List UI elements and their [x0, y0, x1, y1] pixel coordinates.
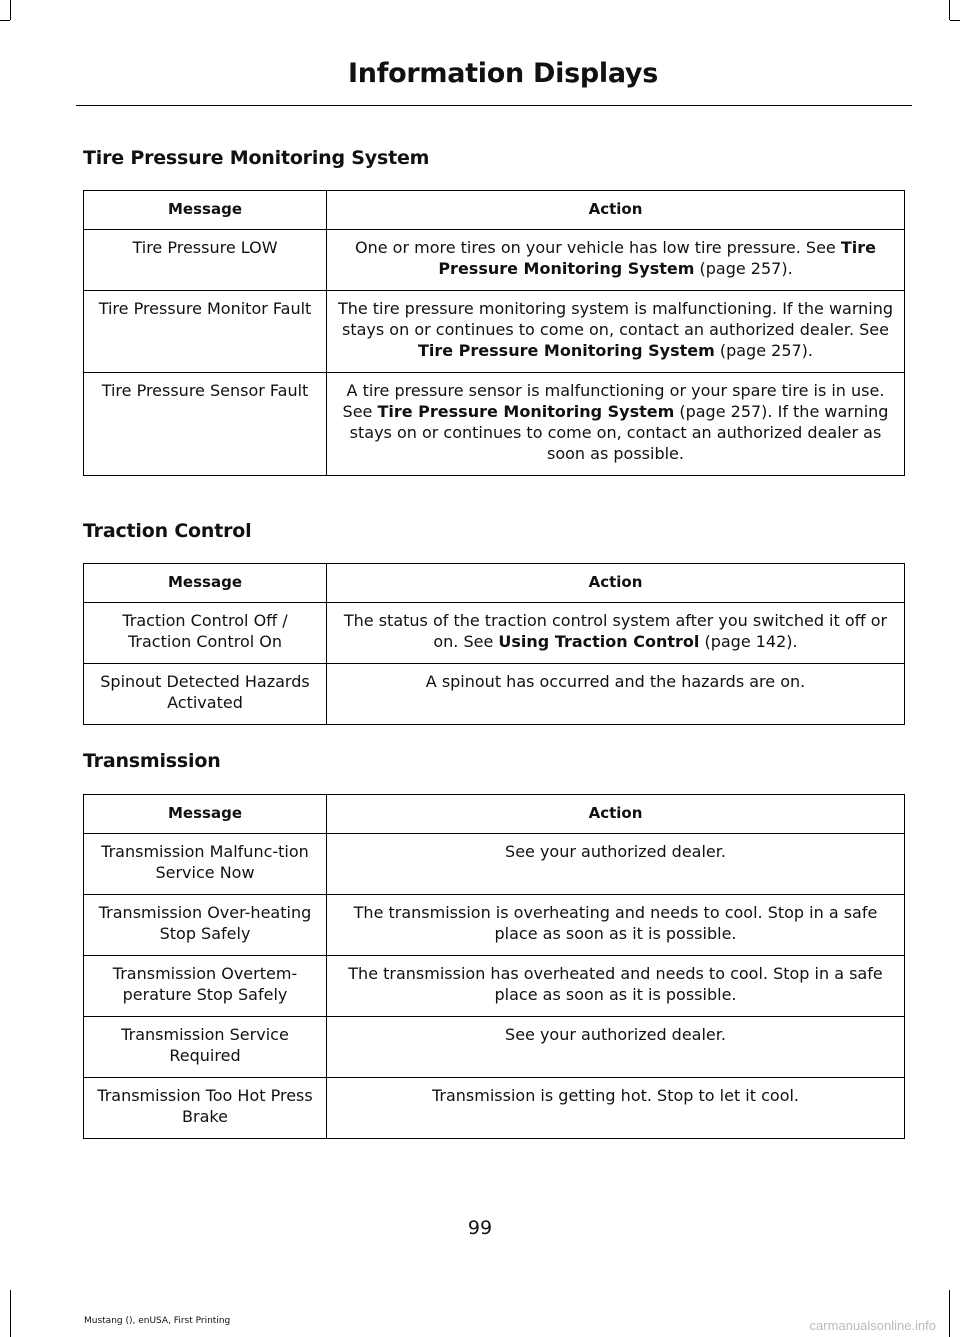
table-row [84, 373, 905, 476]
table-header-row [84, 795, 905, 834]
action-cell [327, 373, 905, 476]
table-row [84, 291, 905, 373]
action-cell [327, 664, 905, 725]
message-cell: Transmission Service Required [84, 1017, 327, 1078]
message-cell: Transmission Too Hot Press Brake [84, 1078, 327, 1139]
column-header: Message [84, 795, 327, 834]
section-title: Tire Pressure Monitoring System [83, 147, 430, 169]
action-text: (page 142). [699, 632, 798, 651]
header-rule [76, 105, 912, 106]
action-cell [327, 603, 905, 664]
action-cell [327, 230, 905, 291]
crop-mark [0, 20, 10, 21]
table-row [84, 1017, 905, 1078]
crop-mark [950, 20, 960, 21]
action-text: The tire pressure monitoring system is malfunctioning. If the warning stays on or continues to come on, contact an authorized dealer. See [337, 299, 894, 339]
table-header-row [84, 564, 905, 603]
action-cell: See your authorized dealer. [327, 834, 905, 895]
message-cell: Transmission Malfunc-tion Service Now [84, 834, 327, 895]
table-row [84, 603, 905, 664]
cross-reference-link[interactable]: Tire Pressure Monitoring System [377, 402, 675, 421]
table-row [84, 664, 905, 725]
action-cell: The transmission has overheated and needs to cool. Stop in a safe place as soon as it is possible. [327, 956, 905, 1017]
watermark: carmanualsonline.info [809, 1318, 936, 1333]
message-cell: Tire Pressure Sensor Fault [84, 373, 327, 476]
crop-mark [949, 1290, 950, 1337]
section-title: Traction Control [83, 520, 252, 542]
table-row [84, 1078, 905, 1139]
crop-mark [949, 0, 950, 20]
footer-text: Mustang (), enUSA, First Printing [84, 1316, 231, 1326]
message-cell: Traction Control Off / Traction Control On [84, 603, 327, 664]
action-cell: See your authorized dealer. [327, 1017, 905, 1078]
action-text: The status of the traction control system after you switched it off or on. See [343, 611, 888, 651]
table-row [84, 230, 905, 291]
table-row [84, 834, 905, 895]
column-header: Action [327, 564, 905, 603]
message-table [83, 563, 905, 725]
action-text: One or more tires on your vehicle has low tire pressure. See [354, 238, 841, 257]
section-title: Transmission [83, 750, 221, 772]
table-row [84, 895, 905, 956]
column-header: Action [327, 191, 905, 230]
table-row [84, 956, 905, 1017]
message-table [83, 190, 905, 476]
action-text: (page 257). If the warning stays on or continues to come on, contact an authorized dealer as soon as possible. [349, 402, 889, 463]
message-cell: Transmission Overtem-perature Stop Safely [84, 956, 327, 1017]
action-cell: Transmission is getting hot. Stop to let it cool. [327, 1078, 905, 1139]
action-cell [327, 291, 905, 373]
action-text: (page 257). [714, 341, 814, 360]
cross-reference-link[interactable]: Tire Pressure Monitoring System [417, 341, 715, 360]
page-header-title: Information Displays [348, 58, 658, 89]
message-cell: Transmission Over-heating Stop Safely [84, 895, 327, 956]
cross-reference-link[interactable]: Tire Pressure Monitoring System [438, 238, 876, 278]
cross-reference-link[interactable]: Using Traction Control [498, 632, 700, 651]
message-cell: Spinout Detected Hazards Activated [84, 664, 327, 725]
column-header: Action [327, 795, 905, 834]
message-cell: Tire Pressure LOW [84, 230, 327, 291]
message-cell: Tire Pressure Monitor Fault [84, 291, 327, 373]
crop-mark [10, 0, 11, 20]
message-table [83, 794, 905, 1139]
table-header-row [84, 191, 905, 230]
action-text: A spinout has occurred and the hazards are on. [425, 672, 806, 691]
crop-mark [10, 1290, 11, 1337]
action-text: A tire pressure sensor is malfunctioning or your spare tire is in use. See [342, 381, 885, 421]
column-header: Message [84, 191, 327, 230]
column-header: Message [84, 564, 327, 603]
page-number: 99 [467, 1217, 493, 1239]
action-cell: The transmission is overheating and needs to cool. Stop in a safe place as soon as it is possible. [327, 895, 905, 956]
action-text: (page 257). [694, 259, 793, 278]
